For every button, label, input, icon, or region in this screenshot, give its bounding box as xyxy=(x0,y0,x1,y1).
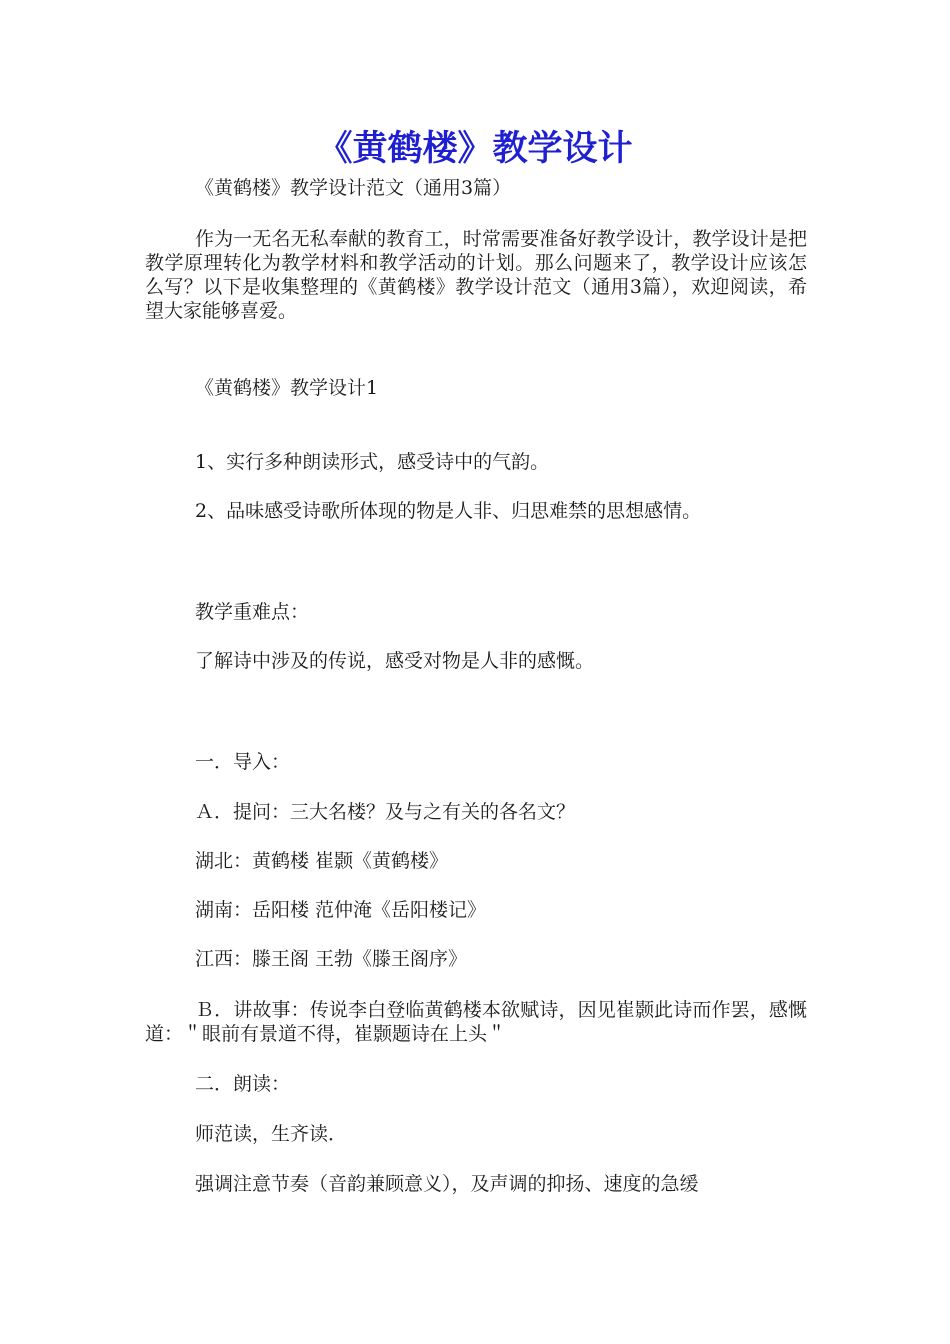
document-subtitle: 《黄鹤楼》教学设计范文（通用3篇） xyxy=(195,177,512,199)
key-points-text: 了解诗中涉及的传说，感受对物是人非的感慨。 xyxy=(195,650,595,672)
reading-instruction-2: 强调注意节奏（音韵兼顾意义），及声调的抑扬、速度的急缓 xyxy=(195,1173,699,1195)
document-title: 《黄鹤楼》教学设计 xyxy=(317,129,633,169)
tower-jiangxi: 江西：滕王阁 王勃《滕王阁序》 xyxy=(195,948,468,970)
key-points-label: 教学重难点： xyxy=(195,601,310,623)
tower-hubei: 湖北：黄鹤楼 崔颢《黄鹤楼》 xyxy=(195,850,449,872)
objective-item-2: 2、品味感受诗歌所体现的物是人非、归思难禁的思想感情。 xyxy=(195,500,702,522)
intro-paragraph: 作为一无名无私奉献的教育工，时常需要准备好教学设计，教学设计是把教学原理转化为教学材料和教学活动的计划。那么问题来了，教学设计应该怎么写？以下是收集整理的《黄鹤楼》教学设计范文（通用3篇），欢迎阅读，希望大家能够喜爱。 xyxy=(145,228,807,322)
step-1-question: Ａ．提问：三大名楼？及与之有关的各名文？ xyxy=(195,801,576,823)
reading-instruction-1: 师范读，生齐读． xyxy=(195,1123,348,1145)
step-1-story: Ｂ．讲故事：传说李白登临黄鹤楼本欲赋诗，因见崔颢此诗而作罢，感慨道：＂眼前有景道不得，崔颢题诗在上头＂ xyxy=(145,999,807,1045)
section-heading: 《黄鹤楼》教学设计1 xyxy=(195,377,379,399)
step-1-heading: 一．导入： xyxy=(195,751,291,773)
step-2-heading: 二．朗读： xyxy=(195,1073,291,1095)
objective-item-1: 1、实行多种朗读形式，感受诗中的气韵。 xyxy=(195,451,550,473)
tower-hunan: 湖南：岳阳楼 范仲淹《岳阳楼记》 xyxy=(195,899,487,921)
